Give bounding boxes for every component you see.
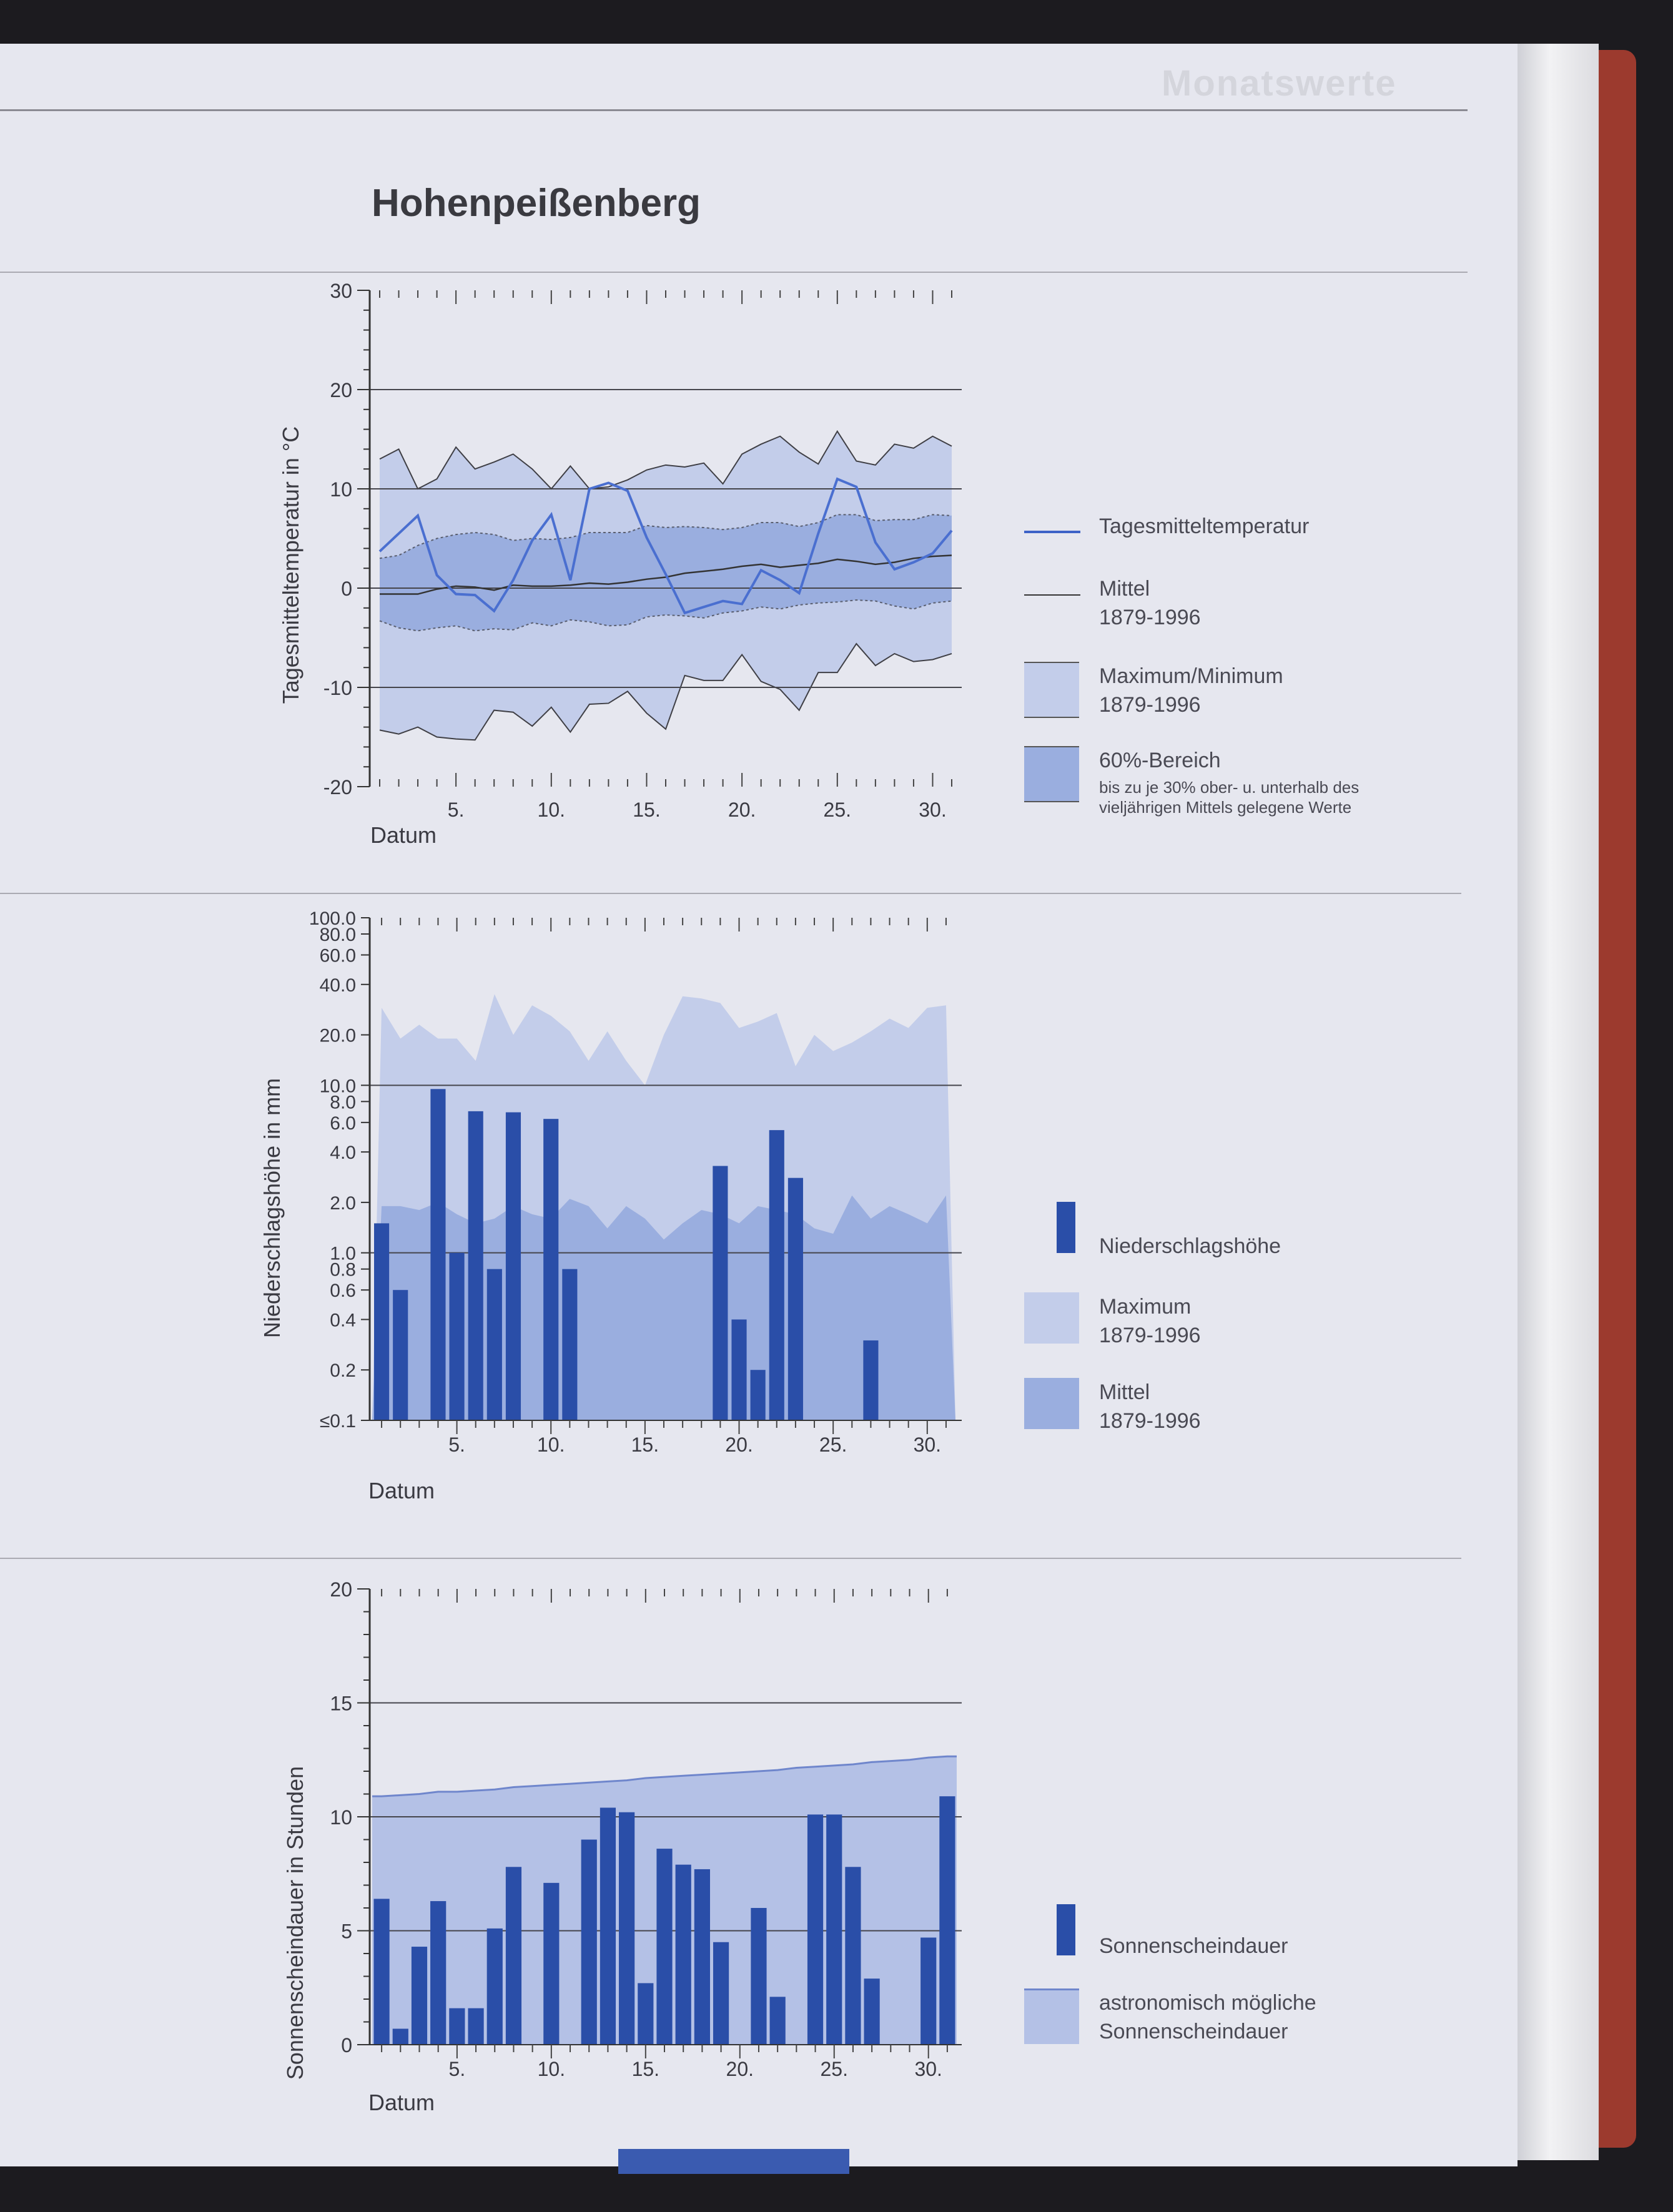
sun-bar bbox=[845, 1867, 861, 2045]
temp-x-tick-label: 20. bbox=[728, 799, 756, 821]
sun-y-tick-label: 20 bbox=[330, 1578, 352, 1601]
book-page-edges bbox=[1518, 44, 1599, 2160]
temp-x-tick-label: 30. bbox=[919, 799, 947, 821]
precip-y-tick-label: 10.0 bbox=[319, 1076, 356, 1097]
legend-swatch-sonnenschein bbox=[1057, 1904, 1075, 1955]
sun-x-tick-label: 25. bbox=[820, 2058, 848, 2080]
sun-bar bbox=[412, 1947, 427, 2045]
temperature-xlabel: Datum bbox=[370, 822, 437, 848]
precip-y-tick-label: 100.0 bbox=[308, 908, 356, 929]
temp-y-tick-label: -20 bbox=[323, 776, 352, 799]
sun-bar bbox=[487, 1929, 503, 2045]
precip-x-tick-label: 10. bbox=[536, 1433, 565, 1456]
precip-bar bbox=[374, 1223, 389, 1420]
legend-swatch-mittel bbox=[1024, 594, 1080, 596]
footer-tab bbox=[618, 2149, 849, 2174]
precip-x-tick-label: 20. bbox=[725, 1433, 753, 1456]
header-rule bbox=[0, 109, 1468, 111]
precip-y-tick-label: 40.0 bbox=[319, 975, 356, 996]
sun-x-tick-label: 20. bbox=[726, 2058, 754, 2080]
precip-bar bbox=[430, 1089, 445, 1420]
legend-sublabel-band: bis zu je 30% ober- u. unterhalb des vieljährigen Mittels gelegene Werte bbox=[1099, 778, 1360, 817]
temp-y-tick-label: 30 bbox=[330, 280, 352, 302]
legend-swatch-astro bbox=[1024, 1988, 1079, 2044]
sun-bar bbox=[393, 2028, 408, 2045]
sun-y-tick-label: 15 bbox=[330, 1692, 352, 1715]
sunshine-xlabel: Datum bbox=[368, 2090, 435, 2115]
precip-bar bbox=[450, 1253, 465, 1420]
sun-bar bbox=[751, 1908, 766, 2045]
legend-swatch-niederschlag bbox=[1057, 1202, 1075, 1253]
temp-x-tick-label: 10. bbox=[537, 799, 566, 821]
temp-y-tick-label: 20 bbox=[330, 379, 352, 401]
temperature-legend bbox=[1024, 512, 1424, 849]
legend-label-maxmin: Maximum/Minimum 1879-1996 bbox=[1099, 664, 1283, 717]
precip-y-tick-label: 60.0 bbox=[319, 945, 356, 966]
sun-bar bbox=[864, 1979, 880, 2045]
legend-label-band: 60%-Bereich bbox=[1099, 749, 1221, 772]
sun-bar bbox=[619, 1812, 634, 2045]
section-rule-3 bbox=[0, 1558, 1461, 1559]
sun-bar bbox=[581, 1840, 597, 2045]
legend-label-precip-mittel: Mittel 1879-1996 bbox=[1099, 1380, 1201, 1433]
temp-y-tick-label: -10 bbox=[323, 677, 352, 699]
precip-bar bbox=[863, 1340, 878, 1420]
sunshine-legend bbox=[1024, 1904, 1424, 2054]
precip-y-tick-label: 0.4 bbox=[330, 1310, 356, 1331]
sun-x-tick-label: 10. bbox=[537, 2058, 566, 2080]
precip-x-tick-label: 15. bbox=[631, 1433, 659, 1456]
precip-bar bbox=[713, 1166, 728, 1420]
sun-bar bbox=[920, 1937, 936, 2045]
precip-y-tick-label: 80.0 bbox=[319, 925, 356, 946]
sun-bar bbox=[430, 1901, 446, 2045]
precip-y-tick-label: 20.0 bbox=[319, 1025, 356, 1046]
precip-bar bbox=[468, 1111, 483, 1420]
sun-bar bbox=[656, 1849, 672, 2045]
precipitation-xlabel: Datum bbox=[368, 1478, 435, 1503]
section-rule-2 bbox=[0, 893, 1461, 894]
header-ghost-text: Monatswerte bbox=[1162, 63, 1397, 104]
temp-y-tick-label: 0 bbox=[341, 578, 352, 600]
precip-y-tick-label: 0.2 bbox=[330, 1360, 356, 1382]
sunshine-ylabel: Sonnenscheindauer in Stunden bbox=[282, 1766, 308, 2080]
precip-x-tick-label: 25. bbox=[819, 1433, 847, 1456]
precip-x-tick-label: 30. bbox=[913, 1433, 942, 1456]
precipitation-legend bbox=[1024, 1202, 1424, 1439]
precip-bar bbox=[788, 1178, 803, 1420]
temp-x-tick-label: 15. bbox=[633, 799, 661, 821]
sun-x-tick-label: 30. bbox=[914, 2058, 942, 2080]
precip-bar bbox=[751, 1370, 766, 1420]
legend-label-niederschlag: Niederschlagshöhe bbox=[1099, 1234, 1281, 1258]
legend-swatch-precip-max bbox=[1024, 1292, 1079, 1344]
precipitation-ylabel: Niederschlagshöhe in mm bbox=[259, 1078, 285, 1339]
temperature-ylabel: Tagesmitteltemperatur in °C bbox=[278, 426, 304, 704]
sun-x-tick-label: 5. bbox=[448, 2058, 466, 2080]
legend-swatch-tages bbox=[1024, 531, 1080, 533]
sun-bar bbox=[506, 1867, 521, 2045]
page-title: Hohenpeißenberg bbox=[372, 182, 701, 225]
precip-y-tick-label: 4.0 bbox=[330, 1143, 356, 1164]
temp-y-tick-label: 10 bbox=[330, 478, 352, 501]
sun-bar bbox=[676, 1865, 691, 2045]
precip-bar bbox=[731, 1319, 746, 1420]
legend-label-astro: astronomisch mögliche Sonnenscheindauer bbox=[1099, 1991, 1316, 2043]
precip-bar bbox=[769, 1130, 784, 1420]
legend-label-tages: Tagesmitteltemperatur bbox=[1099, 514, 1310, 538]
sun-bar bbox=[939, 1796, 955, 2045]
precip-y-tick-label: 1.0 bbox=[330, 1243, 356, 1264]
legend-swatch-band bbox=[1024, 746, 1079, 802]
sun-bar bbox=[770, 1997, 786, 2045]
sun-bar bbox=[694, 1869, 710, 2045]
precip-y-tick-label: ≤0.1 bbox=[319, 1411, 356, 1432]
precip-bar bbox=[506, 1113, 521, 1420]
precip-bar bbox=[543, 1119, 558, 1420]
precip-y-tick-label: 6.0 bbox=[330, 1113, 356, 1134]
temperature-chart bbox=[250, 275, 999, 862]
section-rule-1 bbox=[0, 272, 1468, 273]
temp-x-tick-label: 5. bbox=[447, 799, 465, 821]
sun-bar bbox=[600, 1807, 616, 2045]
temp-x-tick-label: 25. bbox=[823, 799, 852, 821]
legend-label-mittel: Mittel 1879-1996 bbox=[1099, 577, 1201, 629]
sun-y-tick-label: 5 bbox=[341, 1920, 352, 1943]
sun-bar bbox=[713, 1942, 729, 2045]
precip-y-tick-label: 0.8 bbox=[330, 1259, 356, 1281]
sun-bar bbox=[468, 2008, 483, 2045]
precip-y-tick-label: 0.6 bbox=[330, 1281, 356, 1302]
precipitation-chart bbox=[250, 899, 999, 1511]
sun-x-tick-label: 15. bbox=[631, 2058, 660, 2080]
legend-swatch-precip-mittel bbox=[1024, 1378, 1079, 1429]
sun-y-tick-label: 10 bbox=[330, 1806, 352, 1829]
sun-y-tick-label: 0 bbox=[341, 2034, 352, 2057]
precip-bar bbox=[393, 1290, 408, 1420]
sun-bar bbox=[638, 1983, 653, 2045]
sun-bar bbox=[449, 2008, 465, 2045]
book-cover bbox=[1599, 50, 1636, 2148]
legend-label-precip-max: Maximum 1879-1996 bbox=[1099, 1295, 1201, 1347]
sun-bar bbox=[826, 1814, 842, 2045]
precip-bar bbox=[562, 1269, 577, 1420]
sun-bar bbox=[374, 1899, 390, 2045]
legend-swatch-maxmin bbox=[1024, 662, 1079, 718]
precip-y-tick-label: 2.0 bbox=[330, 1192, 356, 1214]
precip-x-tick-label: 5. bbox=[448, 1433, 465, 1456]
sun-bar bbox=[543, 1883, 559, 2045]
sunshine-chart bbox=[250, 1561, 999, 2135]
sun-bar bbox=[807, 1814, 823, 2045]
precip-bar bbox=[487, 1269, 502, 1420]
legend-label-sonnenschein: Sonnenscheindauer bbox=[1099, 1934, 1288, 1958]
precip-y-tick-label: 8.0 bbox=[330, 1092, 356, 1113]
